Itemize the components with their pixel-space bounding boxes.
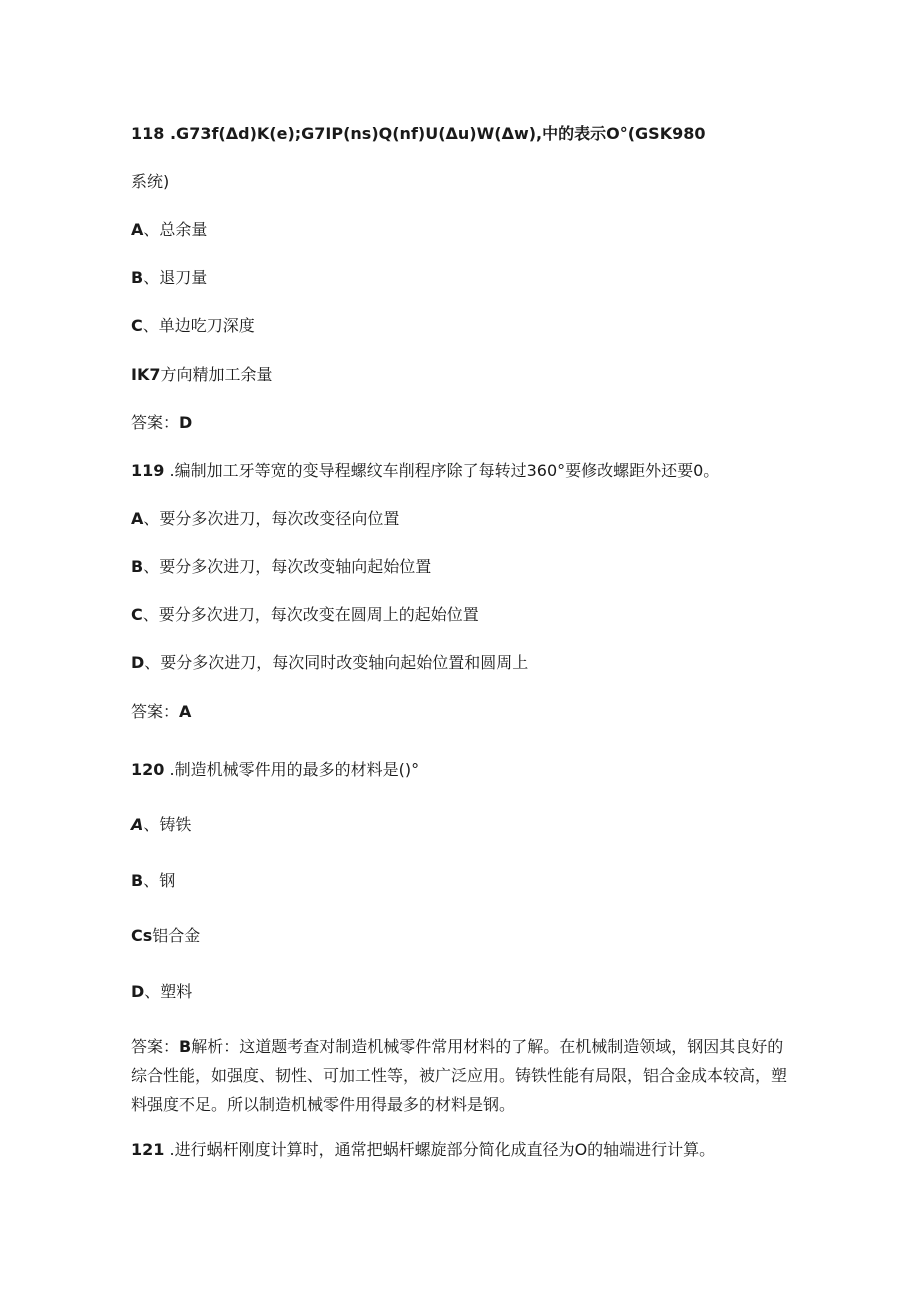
question-118-continued	[131, 172, 169, 192]
answer-label: 答案：	[131, 702, 180, 721]
option-c	[131, 926, 200, 946]
option-key: B	[131, 557, 144, 576]
option-key: B	[131, 871, 144, 890]
answer-118	[131, 413, 192, 433]
option-separator: 、	[143, 871, 160, 890]
question-text-continued: 系统)	[131, 172, 170, 191]
option-separator: 、	[143, 557, 160, 576]
answer-label: 答案：	[131, 1037, 180, 1056]
option-text: 退刀量	[159, 268, 208, 287]
option-key: A	[131, 509, 144, 528]
answer-119	[131, 702, 191, 722]
question-text: .编制加工牙等宽的变导程螺纹车削程序除了每转过360°要修改螺距外还要0。	[164, 461, 720, 480]
option-key: A	[131, 220, 144, 239]
option-text: 铸铁	[159, 815, 192, 834]
option-a	[131, 815, 191, 835]
option-d	[131, 365, 273, 385]
option-text: 要分多次进刀，每次改变轴向起始位置	[159, 557, 432, 576]
option-separator: 、	[143, 220, 160, 239]
question-121	[131, 1140, 715, 1160]
option-text: 单边吃刀深度	[158, 316, 255, 335]
option-b	[131, 268, 207, 288]
option-text: 要分多次进刀，每次改变径向位置	[159, 509, 400, 528]
question-number: 121	[131, 1140, 165, 1159]
option-separator: 、	[142, 316, 159, 335]
option-text: 总余量	[159, 220, 208, 239]
option-key: D	[131, 653, 145, 672]
option-text: 要分多次进刀，每次同时改变轴向起始位置和圆周上	[160, 653, 529, 672]
option-text: 铝合金	[152, 926, 201, 945]
option-c	[131, 316, 255, 336]
question-118	[131, 124, 706, 144]
answer-explanation: 解析：这道题考查对制造机械零件常用材料的了解。在机械制造领域，钢因其良好的综合性能，如强度、韧性、可加工性等，被广泛应用。铸铁性能有局限，铝合金成本较高，塑料强度不足。所以制造机械零件用得最多的材料是钢。	[131, 1037, 788, 1114]
option-a	[131, 220, 207, 240]
question-120	[131, 760, 419, 780]
answer-value: A	[179, 702, 192, 721]
question-text: .进行蜗杆刚度计算时，通常把蜗杆螺旋部分简化成直径为O的轴端进行计算。	[164, 1140, 716, 1159]
option-c	[131, 605, 479, 625]
question-number: 120	[131, 760, 165, 779]
option-separator: 、	[142, 605, 159, 624]
answer-value: B	[179, 1037, 192, 1056]
option-key: C	[131, 316, 143, 335]
option-separator: 、	[144, 982, 161, 1001]
option-separator: 、	[143, 268, 160, 287]
option-key: Cs	[131, 926, 153, 945]
option-separator: 、	[144, 653, 161, 672]
answer-label: 答案：	[131, 413, 180, 432]
question-number: 119	[131, 461, 165, 480]
option-key: C	[131, 605, 143, 624]
option-text: 钢	[159, 871, 176, 890]
option-key: B	[131, 268, 144, 287]
option-text: 要分多次进刀，每次改变在圆周上的起始位置	[158, 605, 479, 624]
option-text: 塑料	[160, 982, 193, 1001]
option-b	[131, 871, 175, 891]
answer-120-with-explanation	[131, 1032, 791, 1119]
option-separator: 、	[143, 815, 160, 834]
option-b	[131, 557, 431, 577]
option-separator: 、	[143, 509, 160, 528]
option-a	[131, 509, 399, 529]
option-d	[131, 653, 528, 673]
question-119	[131, 461, 719, 481]
question-text: .G73f(Δd)K(e);G7IP(ns)Q(nf)U(Δu)W(Δw),中的表示O°(GSK980	[164, 124, 706, 143]
option-text: 方向精加工余量	[160, 365, 273, 384]
answer-value: D	[179, 413, 193, 432]
option-d	[131, 982, 192, 1002]
question-number: 118	[131, 124, 165, 143]
option-key: IK7	[131, 365, 161, 384]
option-key: D	[131, 982, 145, 1001]
question-text: .制造机械零件用的最多的材料是()°	[164, 760, 420, 779]
option-key: A	[131, 815, 144, 834]
